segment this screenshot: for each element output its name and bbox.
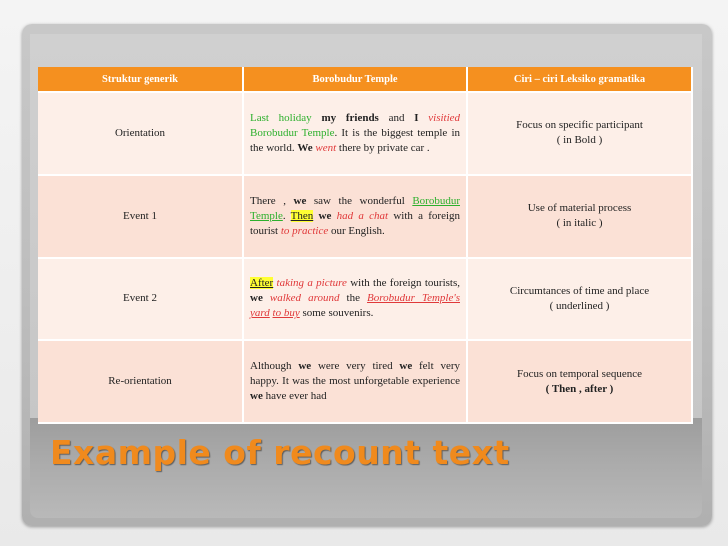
column-header-borobudur: Borobudur Temple: [243, 67, 467, 92]
table-row: [38, 175, 692, 258]
text-cell: There , we saw the wonderful Borobudur Temple. Then we had a chat with a foreign tourist to practice our English.: [243, 175, 467, 258]
table-header-row: [38, 67, 692, 92]
stage-cell: Orientation: [38, 92, 243, 175]
table-row: [38, 258, 692, 341]
column-header-ciri: Ciri – ciri Leksiko gramatika: [467, 67, 692, 92]
stage-cell: Event 2: [38, 258, 243, 341]
feature-cell: Focus on specific participant ( in Bold ): [467, 92, 692, 175]
text-cell: Although we were very tired we felt very happy. It was the most unforgetable experience we have ever had: [243, 340, 467, 423]
table-row: [38, 340, 692, 423]
table-row: [38, 92, 692, 175]
stage-cell: Event 1: [38, 175, 243, 258]
slide-title: Example of recount text: [50, 433, 510, 472]
feature-cell: Circumtances of time and place ( underlined ): [467, 258, 692, 341]
feature-cell: Use of material process ( in italic ): [467, 175, 692, 258]
stage-cell: Re-orientation: [38, 340, 243, 423]
column-header-struktur: Struktur generik: [38, 67, 243, 92]
text-cell: After taking a picture with the foreign tourists, we walked around the Borobudur Temple's yard to buy some souvenirs.: [243, 258, 467, 341]
recount-table: [38, 67, 693, 424]
feature-cell: Focus on temporal sequence ( Then , after ): [467, 340, 692, 423]
text-cell: Last holiday my friends and I visitied Borobudur Temple. It is the biggest temple in the world. We went there by private car .: [243, 92, 467, 175]
